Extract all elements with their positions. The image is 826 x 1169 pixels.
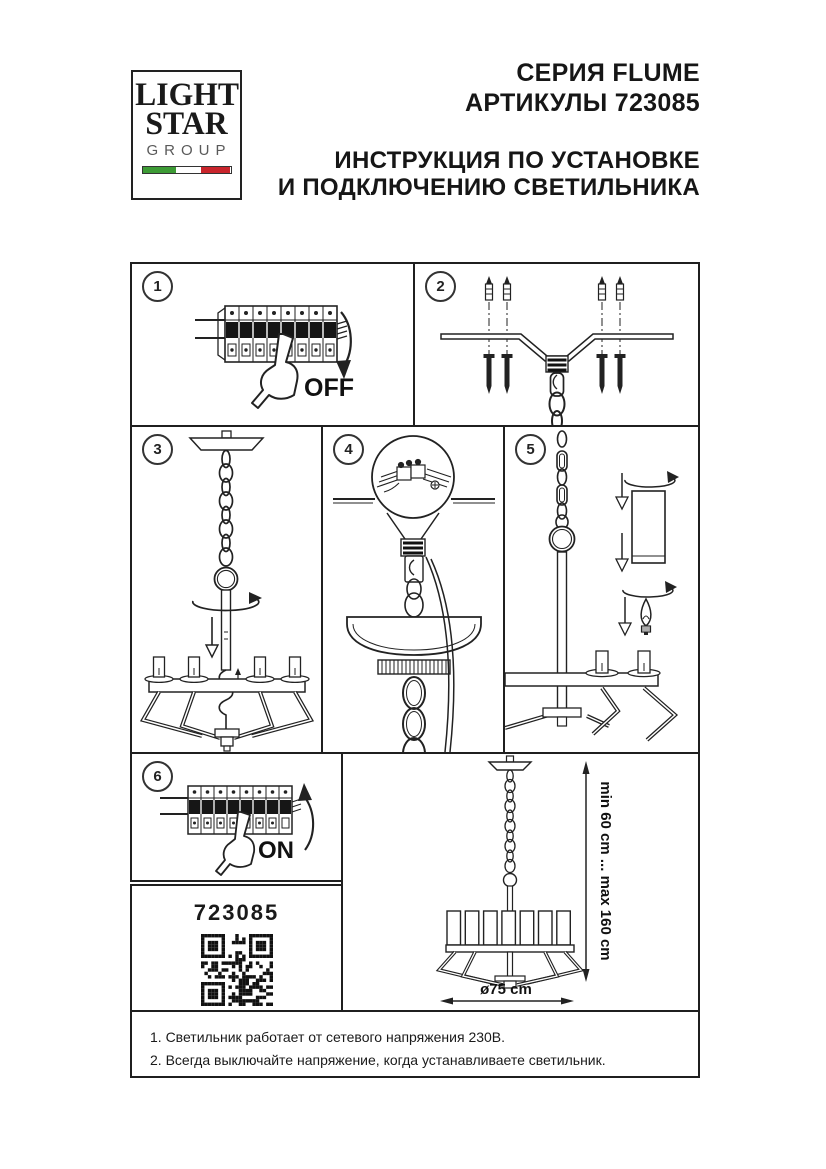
step2-number-badge: 2	[425, 271, 456, 302]
logo-text-group: GROUP	[146, 142, 232, 159]
off-label: OFF	[304, 374, 354, 402]
step6-number-badge: 6	[142, 761, 173, 792]
chain-icon	[505, 770, 515, 873]
notes-panel	[130, 1010, 700, 1078]
breaker-off-drawing	[132, 264, 413, 425]
note-line-2: 2. Всегда выключайте напряжение, когда устанавливаете светильник.	[150, 1052, 606, 1068]
logo-text-light: LIGHT	[135, 77, 240, 113]
chain-icon	[403, 677, 425, 752]
mounting-bracket-drawing	[415, 264, 698, 425]
step5-number-badge: 5	[515, 434, 546, 465]
step1-number-badge: 1	[142, 271, 173, 302]
logo-text-star: STAR	[145, 106, 228, 142]
lightstar-logo	[131, 70, 242, 200]
rotate-arrow-icon	[623, 588, 673, 597]
flag-white-segment	[176, 167, 201, 173]
step2-panel	[413, 262, 700, 427]
italian-flag-icon	[142, 166, 232, 174]
step4-number-badge: 4	[333, 434, 364, 465]
step3-panel	[130, 425, 323, 754]
candle-bulb-icon	[641, 599, 651, 635]
chain-icon	[220, 451, 233, 567]
rotate-arrow-icon	[625, 478, 675, 487]
diameter-label: ø75 cm	[480, 981, 532, 998]
header-titles	[278, 58, 700, 201]
step5-panel	[503, 425, 700, 754]
flag-red-segment	[201, 167, 231, 173]
qr-code	[201, 934, 273, 1006]
step4-panel	[321, 425, 507, 754]
frame-arms	[505, 688, 675, 740]
chandelier-dimensions-drawing	[343, 754, 698, 1010]
series-title: СЕРИЯ FLUME	[516, 59, 700, 87]
arrow-down-curve-icon	[341, 312, 351, 366]
cylinder-shade-icon	[632, 491, 665, 563]
on-label: ON	[258, 837, 294, 864]
shade-and-bulb-install-drawing	[505, 427, 698, 752]
step1-panel	[130, 262, 415, 427]
wall-anchors-icon	[486, 276, 624, 300]
chain-icon	[550, 393, 565, 426]
note-line-1: 1. Светильник работает от сетевого напряжения 230В.	[150, 1029, 506, 1045]
instruction-title-line2: И ПОДКЛЮЧЕНИЮ СВЕТИЛЬНИКА	[277, 174, 700, 201]
step6-panel	[130, 752, 343, 882]
shade-ring	[447, 911, 570, 945]
article-qr-panel	[130, 884, 343, 1012]
step3-number-badge: 3	[142, 434, 173, 465]
ceiling-canopy-bell	[347, 617, 481, 655]
height-range-label: min 60 cm ... max 160 cm	[597, 781, 614, 961]
article-number: 723085	[193, 900, 280, 925]
articles-title: АРТИКУЛЫ 723085	[464, 89, 700, 117]
canopy-closeup-drawing	[323, 427, 505, 752]
chain-icon	[556, 431, 568, 529]
hanging-ring-icon	[550, 527, 575, 552]
arrow-up-curve-icon	[304, 796, 313, 850]
chandelier-hanging-drawing	[132, 427, 321, 752]
dimensions-panel	[341, 752, 700, 1012]
instruction-title-line1: ИНСТРУКЦИЯ ПО УСТАНОВКЕ	[334, 147, 700, 174]
flag-green-segment	[143, 167, 176, 173]
